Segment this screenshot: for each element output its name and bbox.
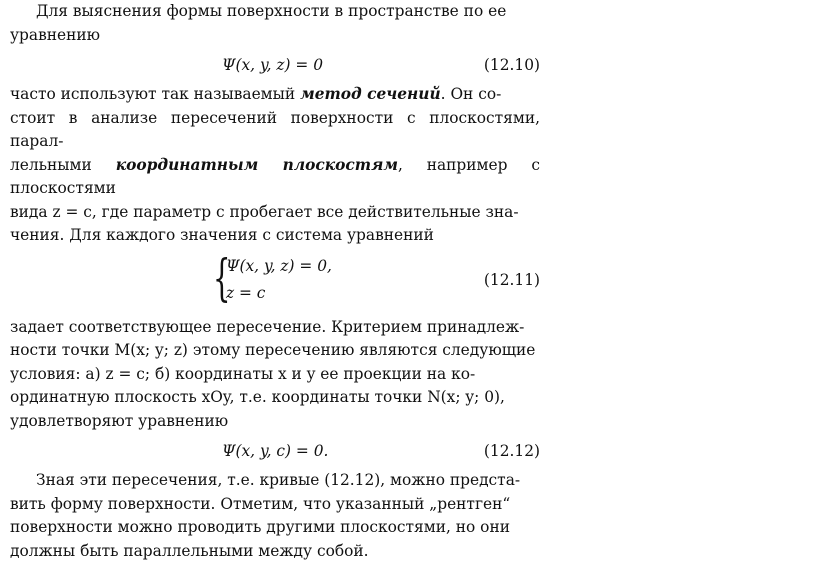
text-segment: . Он со- <box>441 85 502 103</box>
paragraph-conclusion <box>10 469 540 563</box>
system-line: Ψ(x, y, z) = 0, <box>226 254 332 278</box>
text-segment: , например с плоскостями <box>10 156 540 198</box>
text-line: условия: а) z = c; б) координаты x и y ее проекции на ко- <box>10 363 540 387</box>
paragraph-method <box>10 83 540 248</box>
system-line: z = c <box>226 281 265 305</box>
equation-number: (12.11) <box>484 268 540 292</box>
equation-system-12-11 <box>10 254 540 308</box>
text-line: стоит в анализе пересечений поверхности с плоскостями, парал- <box>10 107 540 154</box>
text-line: ности точки M(x; y; z) этому пересечению являются следующие <box>10 339 540 363</box>
equation-number: (12.12) <box>484 435 540 467</box>
paragraph-intro <box>10 0 540 47</box>
emphasized-term: метод сечений <box>300 85 441 103</box>
left-brace-icon: { <box>213 248 230 308</box>
text-line: уравнению <box>10 24 540 48</box>
text-line: Для выяснения формы поверхности в пространстве по ее <box>10 0 540 24</box>
text-line: чения. Для каждого значения c система уравнений <box>10 224 540 248</box>
equation-number: (12.10) <box>484 49 540 81</box>
text-line: удовлетворяют уравнению <box>10 410 540 434</box>
equation-formula: Ψ(x, y, c) = 0. <box>222 435 328 467</box>
text-line: ординатную плоскость xOy, т.е. координаты точки N(x; y; 0), <box>10 386 540 410</box>
text-line <box>10 83 540 107</box>
text-line: задает соответствующее пересечение. Критерием принадлеж- <box>10 316 540 340</box>
text-line: должны быть параллельными между собой. <box>10 540 540 563</box>
emphasized-term: координатным плоскостям <box>116 156 398 174</box>
text-line <box>10 154 540 201</box>
equation-12-10 <box>10 49 540 81</box>
text-segment: часто используют так называемый <box>10 85 300 103</box>
text-line: поверхности можно проводить другими плоскостями, но они <box>10 516 540 540</box>
equation-12-12 <box>10 435 540 467</box>
equation-formula: Ψ(x, y, z) = 0 <box>222 49 323 81</box>
text-line: Зная эти пересечения, т.е. кривые (12.12), можно предста- <box>10 469 540 493</box>
paragraph-criterion <box>10 316 540 434</box>
text-line: вить форму поверхности. Отметим, что указанный „рентген“ <box>10 493 540 517</box>
text-line: вида z = c, где параметр c пробегает все действительные зна- <box>10 201 540 225</box>
text-segment: лельными <box>10 156 116 174</box>
text-page <box>10 0 540 563</box>
